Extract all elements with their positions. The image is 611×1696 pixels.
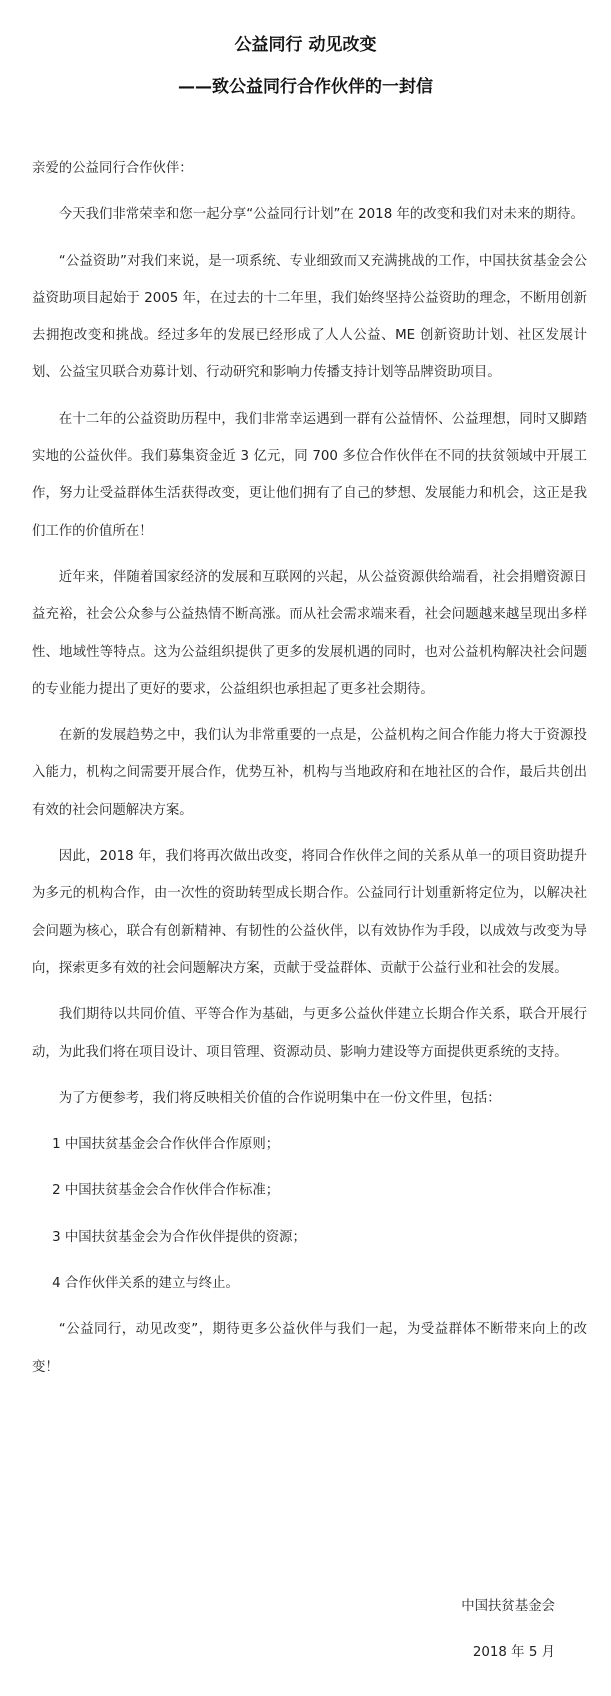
signature-date: 2018 年 5 月 [472,1645,555,1660]
paragraph-1: 今天我们非常荣幸和您一起分享“公益同行计划”在 2018 年的改变和我们对未来的期待。 [58,207,584,223]
list-item: 2 中国扶贫基金会合作伙伴合作标准； [52,1183,280,1199]
paragraph-2: “公益资助”对我们来说，是一项系统、专业细致而又充满挑战的工作，中国扶贫基金会公益资助项目起始于 2005 年，在过去的十二年里，我们始终坚持公益资助的理念，不断用创新去拥抱改变和挑战。经过多年的发展已经形成了人人公益、ME 创新资助计划、社区发展计划、公益宝贝联合劝募计划、行动研究和影响力传播支持计划等品牌资助项目。 [32,253,587,381]
signature-org: 中国扶贫基金会 [461,1599,555,1614]
letter-subtitle: ——致公益同行合作伙伴的一封信 [178,77,433,97]
greeting: 亲爱的公益同行合作伙伴： [32,161,193,176]
paragraph-3: 在十二年的公益资助历程中，我们非常幸运遇到一群有公益情怀、公益理想，同时又脚踏实地的公益伙伴。我们募集资金近 3 亿元，同 700 多位合作伙伴在不同的扶贫领域中开展工作，努力让受益群体生活获得改变，更让他们拥有了自己的梦想、发展能力和机会，这正是我们工作的价值所在！ [32,411,587,539]
letter-body [32,150,587,1395]
paragraph-8: 为了方便参考，我们将反映相关价值的合作说明集中在一份文件里，包括： [58,1090,501,1106]
paragraph-7: 我们期待以共同价值、平等合作为基础，与更多公益伙伴建立长期合作关系，联合开展行动，为此我们将在项目设计、项目管理、资源动员、影响力建设等方面提供更系统的支持。 [32,1007,587,1060]
list-item: 1 中国扶贫基金会合作伙伴合作原则； [52,1137,280,1153]
list-item: 3 中国扶贫基金会为合作伙伴提供的资源； [52,1229,306,1245]
closing-paragraph: “公益同行，动见改变”，期待更多公益伙伴与我们一起，为受益群体不断带来向上的改变！ [32,1322,587,1375]
paragraph-5: 在新的发展趋势之中，我们认为非常重要的一点是，公益机构之间合作能力将大于资源投入能力，机构之间需要开展合作，优势互补，机构与当地政府和在地社区的合作，最后共创出有效的社会问题解决方案。 [32,728,587,818]
paragraph-6: 因此，2018 年，我们将再次做出改变，将同合作伙伴之间的关系从单一的项目资助提升为多元的机构合作，由一次性的资助转型成长期合作。公益同行计划重新将定位为，以解决社会问题为核心，联合有创新精神、有韧性的公益伙伴，以有效协作为手段，以成效与改变为导向，探索更多有效的社会问题解决方案，贡献于受益群体、贡献于公益行业和社会的发展。 [32,849,587,976]
paragraph-4: 近年来，伴随着国家经济的发展和互联网的兴起，从公益资源供给端看，社会捐赠资源日益充裕，社会公众参与公益热情不断高涨。而从社会需求端来看，社会问题越来越呈现出多样性、地域性等特点。这为公益组织提供了更多的发展机遇的同时，也对公益机构解决社会问题的专业能力提出了更好的要求，公益组织也承担起了更多社会期待。 [32,569,587,697]
list-item: 4 合作伙伴关系的建立与终止。 [52,1276,239,1292]
letter-title: 公益同行 动见改变 [234,35,377,55]
